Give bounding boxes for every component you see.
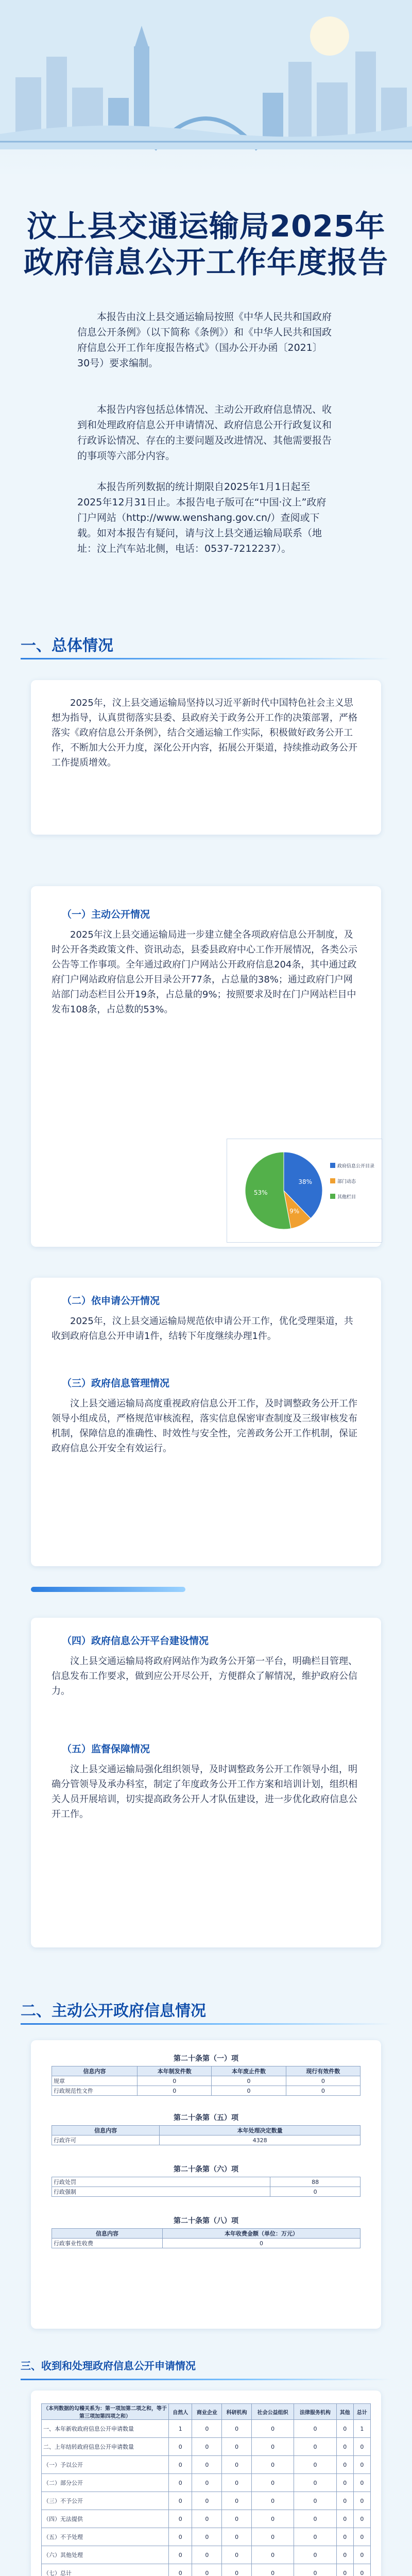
table-cell: （五）不予处理: [42, 2528, 169, 2546]
table-cell: 0: [251, 2474, 294, 2492]
table-cell: 0: [251, 2492, 294, 2510]
table2-caption-8: 第二十条第（八）项: [174, 2217, 238, 2225]
section-divider: [21, 658, 391, 659]
pie-chart-svg: [227, 1139, 382, 1242]
table-header-cell: 信息内容: [52, 2229, 163, 2239]
table-header-cell: 科研机构: [222, 2404, 252, 2420]
table-cell: 0: [192, 2438, 222, 2456]
intro-paragraph-3: 本报告所列数据的统计期限自2025年1月1日起至2025年12月31日止。本报告电子版可在“中国·汶上”政府门户网站（http://www.wenshang.gov.cn/）查阅或下载。如对本报告有疑问，请与汶上县交通运输局联系（地址：汶上汽车站北侧，电话：0537-7212237）。: [77, 481, 327, 554]
table-cell: 0: [138, 2086, 212, 2096]
table-header-cell: 社会公益组织: [251, 2404, 294, 2420]
legend-swatch: [330, 1163, 335, 1168]
table-cell: 0: [169, 2474, 192, 2492]
legend-swatch: [330, 1194, 335, 1199]
table-cell: 行政许可: [52, 2136, 160, 2145]
table-cell: 0: [353, 2474, 370, 2492]
table-cell: 0: [294, 2438, 336, 2456]
legend-label: 部门动态: [337, 1179, 356, 1184]
table-cell: 0: [222, 2564, 252, 2576]
section-2-title: [21, 1994, 391, 2025]
section-divider: [21, 2023, 391, 2025]
table-row: [42, 2456, 371, 2474]
table2-caption-6: 第二十条第（六）项: [174, 2165, 238, 2174]
report-title-line1: 汶上县交通运输局2025年: [26, 209, 386, 244]
table3-applications: [41, 2403, 371, 2576]
table-cell: 行政规范性文件: [52, 2086, 138, 2096]
table-cell: 行政强制: [52, 2187, 270, 2197]
table-header-cell: 信息内容: [52, 2126, 160, 2136]
table-cell: 4328: [160, 2136, 360, 2145]
table-cell: 0: [251, 2528, 294, 2546]
pie-slice-label: 38%: [298, 1178, 313, 1186]
table-cell: 0: [286, 2076, 360, 2086]
table-cell: 0: [222, 2510, 252, 2528]
management-paragraph: 汶上县交通运输局高度重视政府信息公开工作，及时调整政务公开工作领导小组成员，严格规范审核流程，落实信息保密审查制度及三级审核发布机制，保障信息的准确性、时效性与安全性，完善政务公开工作机制，保证政府信息公开安全有效运行。: [52, 1398, 357, 1454]
table-cell: 0: [294, 2510, 336, 2528]
pie-slice-label: 9%: [289, 1207, 300, 1215]
table-cell: 行政事业性收费: [52, 2239, 163, 2248]
table-cell: 0: [222, 2438, 252, 2456]
table-cell: 0: [336, 2420, 353, 2438]
table-cell: 0: [336, 2528, 353, 2546]
disclosure-pie-chart: [227, 1139, 382, 1243]
section-1-platform-card: [31, 1618, 381, 1947]
table-cell: 0: [336, 2564, 353, 2576]
table-cell: 0: [222, 2474, 252, 2492]
sub-heading-platform: （四）政府信息公开平台建设情况: [62, 1635, 209, 1647]
section-1-title-text: 一、总体情况: [21, 637, 113, 655]
section-divider: [21, 2379, 391, 2380]
table-cell: 0: [222, 2420, 252, 2438]
pie-slice: [245, 1152, 291, 1229]
table-cell: 0: [169, 2546, 192, 2564]
sub-heading-active-disclosure: （一）主动公开情况: [62, 909, 150, 920]
table-cell: 0: [251, 2438, 294, 2456]
table-cell: 0: [353, 2546, 370, 2564]
report-header-banner: [0, 0, 412, 280]
legend-label: 其他栏目: [337, 1195, 356, 1200]
table-header-cell: 本年收费金额（单位：万元）: [163, 2229, 360, 2239]
table-cell: 0: [353, 2528, 370, 2546]
table-cell: （七）总计: [42, 2564, 169, 2576]
table-header-cell: 商业企业: [192, 2404, 222, 2420]
table-cell: 0: [222, 2546, 252, 2564]
table-cell: 0: [270, 2187, 360, 2197]
section-3-title-text: 三、收到和处理政府信息公开申请情况: [21, 2359, 196, 2372]
table-header-cell: 自然人: [169, 2404, 192, 2420]
table-cell: 0: [169, 2510, 192, 2528]
table-header-cell: 其他: [336, 2404, 353, 2420]
section-1-title: [21, 629, 391, 659]
table-header-cell: 信息内容: [52, 2066, 138, 2076]
table-cell: 0: [192, 2456, 222, 2474]
table-cell: 1: [353, 2420, 370, 2438]
table-row: [52, 2076, 360, 2086]
table-cell: 二、上年结转政府信息公开申请数量: [42, 2438, 169, 2456]
table-row: [42, 2546, 371, 2564]
table-cell: 0: [222, 2492, 252, 2510]
overview-paragraph: 2025年，汶上县交通运输局坚持以习近平新时代中国特色社会主义思想为指导，认真贯彻落实县委、县政府关于政务公开工作的决策部署，严格落实《政府信息公开条例》，结合交通运输工作实际，积极做好政务公开工作，不断加大公开力度，深化公开内容，拓展公开渠道，持续推动政务公开工作提质增效。: [52, 698, 357, 768]
report-title-line2: 政府信息公开工作年度报告: [23, 245, 388, 280]
table-cell: 0: [353, 2456, 370, 2474]
table-row: [52, 2177, 360, 2187]
table-row: [42, 2492, 371, 2510]
table-cell: 0: [222, 2528, 252, 2546]
table-cell: 0: [294, 2528, 336, 2546]
table2-caption-5: 第二十条第（五）项: [174, 2114, 238, 2122]
table2-penalties: [52, 2177, 360, 2197]
table-header-cell: 现行有效件数: [286, 2066, 360, 2076]
table-row: [42, 2474, 371, 2492]
table-cell: 0: [294, 2492, 336, 2510]
table-cell: 0: [294, 2564, 336, 2576]
table-cell: 0: [294, 2420, 336, 2438]
table-row: [42, 2420, 371, 2438]
table-row: [42, 2438, 371, 2456]
table-cell: 0: [192, 2492, 222, 2510]
sub-heading-application: （二）依申请公开情况: [62, 1295, 160, 1307]
table-header-cell: 法律服务机构: [294, 2404, 336, 2420]
city-skyline-illustration: [0, 0, 412, 149]
table-cell: 0: [336, 2510, 353, 2528]
table-cell: 一、本年新收政府信息公开申请数量: [42, 2420, 169, 2438]
table-header-cell: （本列数据的勾稽关系为：第一项加第二项之和，等于第三项加第四项之和）: [42, 2404, 169, 2420]
table-header-cell: 本年废止件数: [212, 2066, 286, 2076]
table-cell: 0: [353, 2492, 370, 2510]
table-cell: （二）部分公开: [42, 2474, 169, 2492]
pie-slice-label: 53%: [253, 1189, 268, 1197]
decorative-bar: [31, 1587, 185, 1592]
table-cell: 88: [270, 2177, 360, 2187]
platform-paragraph: 汶上县交通运输局将政府网站作为政务公开第一平台，明确栏目管理、信息发布工作要求，做到应公开尽公开，方便群众了解情况，维护政府公信力。: [52, 1656, 357, 1697]
table-cell: 0: [251, 2420, 294, 2438]
table-row: [52, 2187, 360, 2197]
table-cell: （六）其他处理: [42, 2546, 169, 2564]
legend-swatch: [330, 1178, 335, 1183]
table-cell: 0: [353, 2510, 370, 2528]
table-cell: 0: [169, 2438, 192, 2456]
sub-heading-supervision: （五）监督保障情况: [62, 1743, 150, 1755]
table-row: [42, 2528, 371, 2546]
table-cell: （三）不予公开: [42, 2492, 169, 2510]
table-cell: 0: [192, 2546, 222, 2564]
table-cell: 0: [169, 2564, 192, 2576]
table-cell: 0: [286, 2086, 360, 2096]
table-header-cell: 本年制发件数: [138, 2066, 212, 2076]
table-row: [52, 2086, 360, 2096]
table-cell: 0: [192, 2474, 222, 2492]
table-cell: 0: [169, 2456, 192, 2474]
table2-licensing: [52, 2125, 360, 2145]
table-cell: 0: [192, 2528, 222, 2546]
intro-paragraph-2: 本报告内容包括总体情况、主动公开政府信息情况、收到和处理政府信息公开申请情况、政府信息公开行政复议和行政诉讼情况、存在的主要问题及改进情况、其他需要报告的事项等六部分内容。: [77, 404, 332, 462]
table-cell: 0: [212, 2076, 286, 2086]
table-cell: 0: [192, 2420, 222, 2438]
table-cell: 0: [353, 2564, 370, 2576]
table-cell: 0: [336, 2456, 353, 2474]
table-header-cell: 总计: [353, 2404, 370, 2420]
table-cell: 0: [294, 2456, 336, 2474]
table-cell: 0: [222, 2456, 252, 2474]
table-cell: 0: [251, 2564, 294, 2576]
table-row: [42, 2564, 371, 2576]
table-cell: 0: [353, 2438, 370, 2456]
table-cell: 0: [294, 2474, 336, 2492]
table-cell: 0: [169, 2528, 192, 2546]
table-cell: 0: [163, 2239, 360, 2248]
section-1-overview-card: [31, 680, 381, 835]
table2-fees: [52, 2228, 360, 2248]
table-cell: 0: [336, 2546, 353, 2564]
sub-heading-management: （三）政府信息管理情况: [62, 1378, 170, 1389]
legend-label: 政府信息公开目录: [337, 1164, 375, 1169]
table-cell: 0: [212, 2086, 286, 2096]
table-cell: 0: [169, 2492, 192, 2510]
table-cell: 0: [138, 2076, 212, 2086]
section-2-title-text: 二、主动公开政府信息情况: [21, 2002, 206, 2020]
table-cell: 0: [251, 2456, 294, 2474]
table-cell: 0: [336, 2492, 353, 2510]
table-cell: 规章: [52, 2076, 138, 2086]
table-cell: 0: [336, 2438, 353, 2456]
table-cell: 0: [192, 2510, 222, 2528]
active-disclosure-paragraph: 2025年汶上县交通运输局进一步建立健全各项政府信息公开制度，及时公开各类政策文件、资讯动态，县委县政府中心工作开展情况，各类公示公告等工作事项。全年通过政府门户网站公开政府信息204条，其中通过政府门户网站政府信息公开目录公开77条，占总量的38%；通过政府门户网站部门动态栏目公开19条，占总量的9%；按照要求及时在门户网站栏目中发布108条，占总数的53%。: [52, 929, 357, 1015]
table-cell: （四）无法提供: [42, 2510, 169, 2528]
application-paragraph: 2025年，汶上县交通运输局规范依申请公开工作，优化受理渠道，共收到政府信息公开申请1件，结转下年度继续办理1件。: [52, 1316, 353, 1342]
table-row: [52, 2136, 360, 2145]
intro-paragraph-1: 本报告由汶上县交通运输局按照《中华人民共和国政府信息公开条例》（以下简称《条例》）和《中华人民共和国政府信息公开工作年度报告格式》（国办公开办函〔2021〕30号）要求编制。: [77, 311, 332, 369]
table-row: [52, 2239, 360, 2248]
table-cell: 0: [251, 2510, 294, 2528]
table-cell: （一）予以公开: [42, 2456, 169, 2474]
section-3-title: [21, 2349, 391, 2380]
table2-regulations: [52, 2066, 360, 2096]
table2-caption-1: 第二十条第（一）项: [174, 2055, 238, 2063]
table-cell: 1: [169, 2420, 192, 2438]
supervision-paragraph: 汶上县交通运输局强化组织领导，及时调整政务公开工作领导小组，明确分管领导及承办科室，制定了年度政务公开工作方案和培训计划，组织相关人员开展培训，切实提高政务公开人才队伍建设，进一步优化政府信息公开工作。: [52, 1764, 357, 1820]
table-cell: 0: [251, 2546, 294, 2564]
table-row: [42, 2510, 371, 2528]
table-cell: 0: [336, 2474, 353, 2492]
section-1-application-card: [31, 1278, 381, 1566]
table-cell: 行政处罚: [52, 2177, 270, 2187]
table-cell: 0: [294, 2546, 336, 2564]
table-cell: 0: [192, 2564, 222, 2576]
table-header-cell: 本年处理决定数量: [160, 2126, 360, 2136]
